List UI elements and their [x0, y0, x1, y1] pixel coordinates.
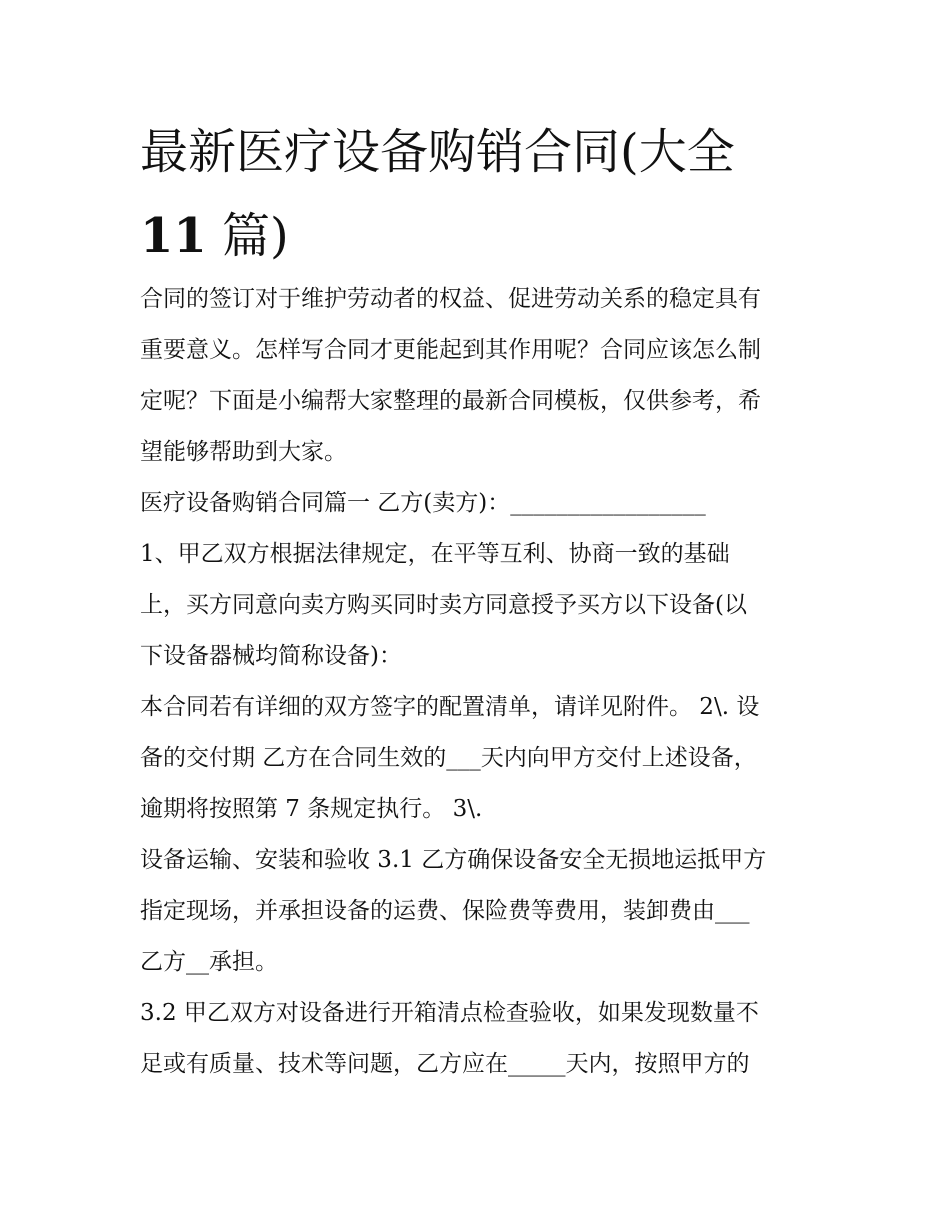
body-line: 设备运输、安装和验收 3.1 乙方确保设备安全无损地运抵甲方 — [140, 847, 767, 873]
body-line: 1、甲乙双方根据法律规定，在平等互利、协商一致的基础 — [140, 541, 730, 567]
body-line: 指定现场，并承担设备的运费、保险费等费用，装卸费由___ — [140, 898, 750, 924]
body-line: 足或有质量、技术等问题，乙方应在_____天内，按照甲方的 — [140, 1051, 750, 1077]
document-title — [140, 110, 820, 278]
body-line: 乙方__承担。 — [140, 949, 278, 975]
title-number: 11 — [140, 208, 207, 264]
body-line: 本合同若有详细的双方签字的配置清单，请详见附件。 2\. 设 — [140, 694, 760, 720]
body-line: 上，买方同意向卖方购买同时卖方同意授予买方以下设备(以 — [140, 592, 747, 618]
body-line: 重要意义。怎样写合同才更能起到其作用呢？合同应该怎么制 — [140, 337, 761, 363]
document-body — [140, 274, 830, 1090]
body-line: 下设备器械均简称设备)： — [140, 643, 402, 669]
body-line: 逾期将按照第 7 条规定执行。 3\. — [140, 796, 483, 822]
body-line: 医疗设备购销合同篇一 乙方(卖方)：_________________ — [140, 490, 706, 516]
title-line-2 — [140, 194, 820, 278]
body-line: 备的交付期 乙方在合同生效的___天内向甲方交付上述设备， — [140, 745, 757, 771]
title-line-1: 最新医疗设备购销合同(大全 — [140, 124, 735, 180]
body-line: 3.2 甲乙双方对设备进行开箱清点检查验收，如果发现数量不 — [140, 1000, 759, 1026]
title-suffix: 篇) — [206, 208, 289, 264]
body-line: 合同的签订对于维护劳动者的权益、促进劳动关系的稳定具有 — [140, 286, 761, 312]
body-line: 定呢？下面是小编帮大家整理的最新合同模板，仅供参考，希 — [140, 388, 761, 414]
body-line: 望能够帮助到大家。 — [140, 439, 347, 465]
